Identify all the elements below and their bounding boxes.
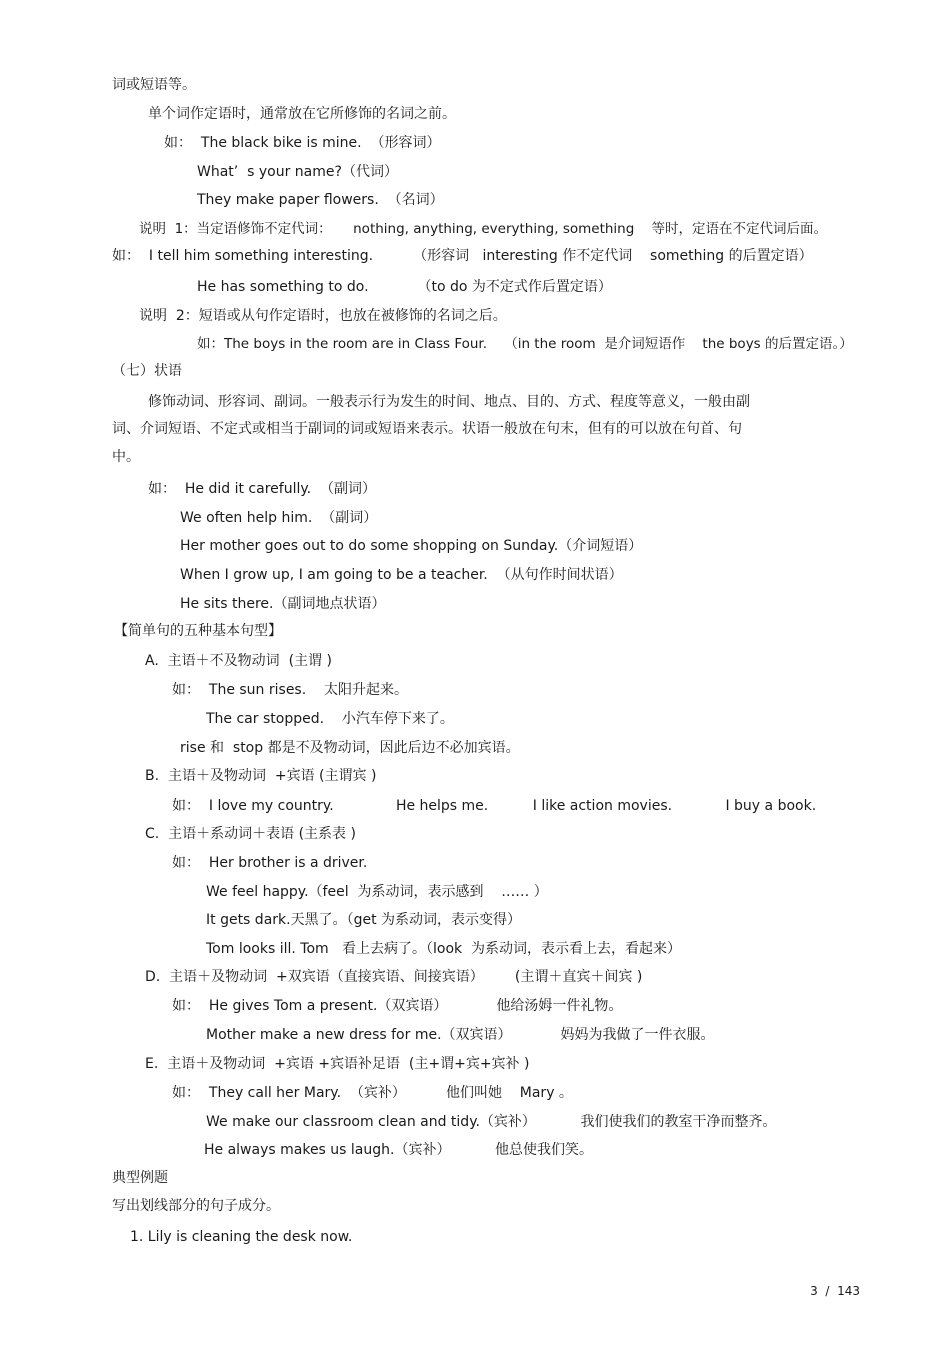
text-line: Her mother goes out to do some shopping on Sunday.（介词短语） xyxy=(180,538,643,554)
text-line: 词或短语等。 xyxy=(112,77,196,93)
text-line: 单个词作定语时，通常放在它所修饰的名词之前。 xyxy=(148,106,456,122)
text-line: 如： I love my country. He helps me. I like action movies. I buy a book. xyxy=(172,798,817,814)
text-line: 词、介词短语、不定式或相当于副词的词或短语来表示。状语一般放在句末，但有的可以放在句首、句 xyxy=(112,421,742,437)
text-line: We make our classroom clean and tidy.（宾补） 我们使我们的教室干净而整齐。 xyxy=(206,1114,777,1130)
section-heading: （七）状语 xyxy=(112,363,182,379)
text-line: D. 主语＋及物动词 +双宾语（直接宾语、间接宾语） (主谓＋直宾＋间宾 ) xyxy=(145,969,643,985)
text-line: The car stopped. 小汽车停下来了。 xyxy=(206,711,454,727)
text-line: 中。 xyxy=(112,449,140,465)
text-line: It gets dark.天黑了。（get 为系动词，表示变得） xyxy=(206,912,522,928)
text-line: What’ s your name?（代词） xyxy=(197,164,398,180)
text-line: E. 主语＋及物动词 +宾语 +宾语补足语 (主+谓+宾+宾补 ) xyxy=(145,1056,530,1072)
text-line: He always makes us laugh.（宾补） 他总使我们笑。 xyxy=(204,1142,593,1158)
text-line: rise 和 stop 都是不及物动词，因此后边不必加宾语。 xyxy=(180,740,520,756)
text-line: 修饰动词、形容词、副词。一般表示行为发生的时间、地点、目的、方式、程度等意义，一般由副 xyxy=(148,394,750,410)
page-number: 3 / 143 xyxy=(810,1284,860,1298)
text-line: 如：The boys in the room are in Class Four. （in the room 是介词短语作 the boys 的后置定语。） xyxy=(197,336,853,352)
text-line: 说明 1：当定语修饰不定代词： nothing, anything, everything, something 等时，定语在不定代词后面。 xyxy=(139,221,827,237)
text-line: 如： The black bike is mine. （形容词） xyxy=(164,135,441,151)
text-line: B. 主语＋及物动词 +宾语 (主谓宾 ) xyxy=(145,768,377,784)
text-line: 1. Lily is cleaning the desk now. xyxy=(130,1229,353,1245)
text-line: Mother make a new dress for me.（双宾语） 妈妈为我做了一件衣服。 xyxy=(206,1027,715,1043)
text-line: 说明 2：短语或从句作定语时，也放在被修饰的名词之后。 xyxy=(139,308,507,324)
section-heading: 典型例题 xyxy=(112,1170,168,1186)
text-line: He sits there.（副词地点状语） xyxy=(180,596,386,612)
text-line: A. 主语＋不及物动词 (主谓 ) xyxy=(145,653,332,669)
text-line: 如： I tell him something interesting. （形容词 interesting 作不定代词 something 的后置定语） xyxy=(112,248,813,264)
text-line: C. 主语＋系动词＋表语 (主系表 ) xyxy=(145,826,356,842)
text-line: They make paper flowers. （名词） xyxy=(197,192,444,208)
text-line: 如： Her brother is a driver. xyxy=(172,855,368,871)
text-line: 如： He gives Tom a present.（双宾语） 他给汤姆一件礼物。 xyxy=(172,998,623,1014)
text-line: He has something to do. （to do 为不定式作后置定语） xyxy=(197,279,612,295)
text-line: When I grow up, I am going to be a teacher. （从句作时间状语） xyxy=(180,567,623,583)
text-line: 如： He did it carefully. （副词） xyxy=(148,481,376,497)
text-line: 如： They call her Mary. （宾补） 他们叫她 Mary 。 xyxy=(172,1085,573,1101)
text-line: We feel happy.（feel 为系动词，表示感到 …… ） xyxy=(206,884,548,900)
text-line: We often help him. （副词） xyxy=(180,510,378,526)
text-line: 如： The sun rises. 太阳升起来。 xyxy=(172,682,408,698)
text-line: Tom looks ill. Tom 看上去病了。（look 为系动词，表示看上去，看起来） xyxy=(206,941,682,957)
section-heading: 【简单句的五种基本句型】 xyxy=(114,623,282,639)
text-line: 写出划线部分的句子成分。 xyxy=(112,1198,280,1214)
